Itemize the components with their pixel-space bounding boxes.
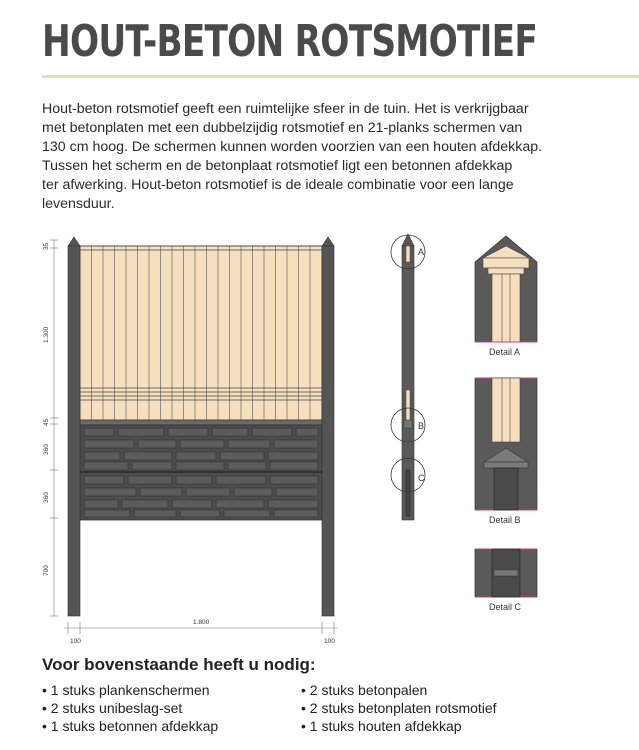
intro-line: 130 cm hoog. De schermen kunnen worden voorzien van een houten afdekkap.: [42, 139, 543, 155]
concrete-cap: [80, 420, 322, 425]
needs-heading: Voor bovenstaande heeft u nodig:: [42, 655, 316, 674]
callout-label-b: B: [418, 421, 425, 431]
detail-a-drawing: [475, 236, 537, 342]
intro-line: ter afwerking. Hout-beton rotsmotief is de ideale combinatie voor een lange: [42, 177, 514, 193]
intro-line: Hout-beton rotsmotief geeft een ruimtelijke sfeer in de tuin. Het is verkrijgbaar: [42, 101, 529, 117]
needs-item: • 2 stuks unibeslag-set: [42, 700, 183, 716]
detail-a-caption: Detail A: [489, 347, 521, 357]
dim-label: 100: [70, 638, 81, 645]
dim-label: 1.800: [193, 619, 210, 626]
detail-b-drawing: [475, 378, 537, 510]
detail-b-caption: Detail B: [489, 515, 521, 525]
needs-item: • 2 stuks betonplaten rotsmotief: [301, 700, 497, 716]
needs-list-right: [301, 681, 497, 735]
intro-line: met betonplaten met een dubbelzijdig rotsmotief en 21-planks schermen van: [42, 120, 523, 136]
concrete-panels: [80, 425, 322, 520]
needs-item: • 1 stuks betonnen afdekkap: [42, 718, 219, 734]
callout-label-c: C: [418, 473, 425, 483]
vertical-dimension-labels: [43, 242, 50, 576]
intro-line: Tussen het scherm en de betonplaat rotsmotief ligt een betonnen afdekkap: [42, 158, 513, 174]
detail-c-caption: Detail C: [489, 602, 522, 612]
callout-label-a: A: [418, 247, 425, 257]
dim-label: 1.300: [43, 326, 50, 343]
dim-label: 35: [43, 242, 50, 250]
intro-line: levensduur.: [42, 196, 115, 212]
fence-technical-drawing: [0, 228, 639, 646]
intro-paragraph: [42, 100, 627, 214]
dim-label: 100: [324, 638, 335, 645]
plank-screen: [80, 246, 322, 420]
needs-item: • 1 stuks houten afdekkap: [301, 718, 462, 734]
needs-item: • 1 stuks plankenschermen: [42, 682, 210, 698]
left-post: [68, 237, 80, 616]
needs-list-left: [42, 681, 218, 735]
right-post: [322, 237, 334, 616]
detail-c-drawing: [475, 549, 537, 597]
side-view-post: [402, 234, 414, 520]
dim-label: 45: [43, 418, 50, 426]
needs-item: • 2 stuks betonpalen: [301, 682, 428, 698]
dim-label: 700: [43, 565, 50, 576]
dim-label: 360: [43, 444, 50, 455]
dim-label: 360: [43, 492, 50, 503]
vertical-dimension: [50, 240, 58, 616]
title-underline: [42, 75, 639, 78]
page-title: HOUT-BETON ROTSMOTIEF: [42, 16, 537, 67]
